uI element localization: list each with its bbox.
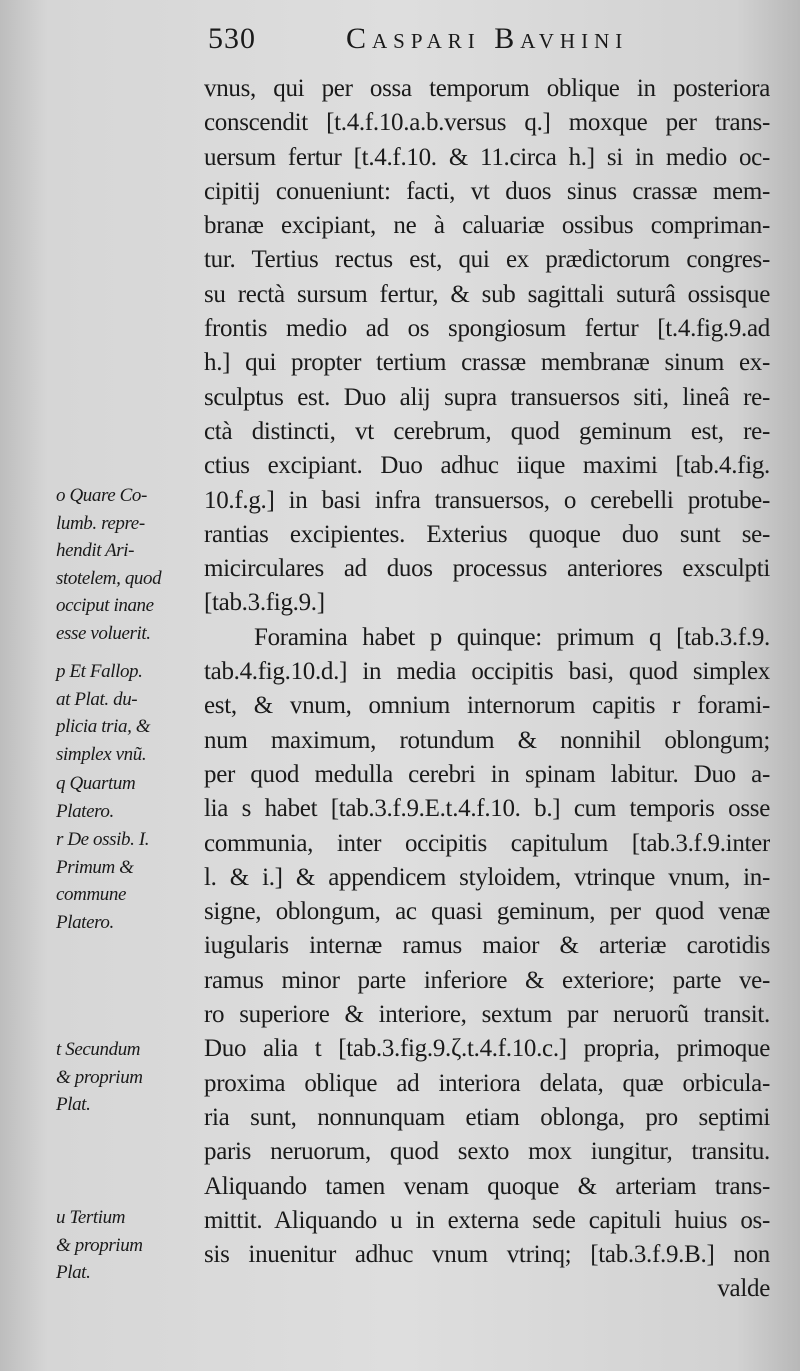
margin-note-line: hendit Ari-	[56, 540, 135, 561]
text-line: Aliquando tamen venam quoque & arteriam trans-	[204, 1172, 770, 1200]
margin-note-line: r De ossib. I.	[56, 829, 150, 850]
main-text-column	[204, 72, 770, 1307]
text-line: rantias excipientes. Exterius quoque duo sunt se-	[204, 520, 770, 548]
running-title: Caspari Bavhini	[346, 22, 629, 55]
text-line: communia, inter occipitis capitulum [tab.3.f.9.inter	[204, 829, 770, 857]
text-line: tab.4.fig.10.d.] in media occipitis basi, quod simplex	[204, 658, 770, 686]
margin-note-line: plicia tria, &	[56, 716, 151, 737]
margin-note-line: occiput inane	[56, 595, 154, 616]
margin-note-line: Plat.	[56, 1262, 91, 1283]
text-line: ctius excipiant. Duo adhuc iique maximi [tab.4.fig.	[204, 452, 770, 480]
text-line: per quod medulla cerebri in spinam labitur. Duo a-	[204, 760, 770, 788]
margin-note-line: commune	[56, 884, 127, 905]
text-line: Foramina habet p quinque: primum q [tab.3.f.9.	[254, 623, 770, 651]
margin-note-line: esse voluerit.	[56, 622, 151, 644]
text-line: lia s habet [tab.3.f.9.E.t.4.f.10. b.] cum temporis osse	[204, 795, 770, 823]
margin-note	[56, 770, 206, 825]
margin-note-line: Primum &	[56, 856, 134, 878]
text-line: 10.f.g.] in basi infra transuersos, o cerebelli protube-	[204, 486, 770, 514]
text-line: conscendit [t.4.f.10.a.b.versus q.] moxque per trans-	[204, 109, 770, 137]
margin-note	[56, 482, 206, 647]
text-line: tur. Tertius rectus est, qui ex prædictorum congres-	[204, 246, 770, 274]
text-line: [tab.3.fig.9.]	[204, 589, 325, 617]
text-line: est, & vnum, omnium internorum capitis r forami-	[204, 692, 770, 720]
margin-note	[56, 1036, 206, 1119]
text-line: cipitij conueniunt: facti, vt duos sinus crassæ mem-	[204, 177, 770, 205]
margin-note-line: at Plat. du-	[56, 688, 138, 710]
text-line: paris neruorum, quod sexto mox iungitur, transitu.	[204, 1138, 770, 1166]
text-line: ria sunt, nonnunquam etiam oblonga, pro septimi	[204, 1103, 770, 1131]
margin-note-line: & proprium	[56, 1234, 143, 1256]
text-line: ro superiore & interiore, sextum par neruorũ transit.	[204, 1001, 770, 1029]
text-line: ramus minor parte inferiore & exteriore; parte ve-	[204, 966, 770, 994]
margin-note-line: stotelem, quod	[56, 567, 162, 589]
margin-note	[56, 658, 206, 768]
margin-note-line: o Quare Co-	[56, 485, 147, 506]
margin-note-line: & proprium	[56, 1066, 143, 1088]
margin-note-line: t Secundum	[56, 1039, 141, 1060]
text-line: sis inuenitur adhuc vnum vtrinq; [tab.3.f.9.B.] non	[204, 1241, 770, 1269]
margin-note-line: lumb. repre-	[56, 512, 145, 534]
text-line: micirculares ad duos processus anteriores exsculpti	[204, 555, 770, 583]
text-line: num maximum, rotundum & nonnihil oblongum;	[204, 726, 770, 754]
margin-note-line: simplex vnũ.	[56, 743, 147, 765]
margin-note	[56, 826, 206, 936]
text-line: iugularis internæ ramus maior & arteriæ carotidis	[204, 932, 770, 960]
text-line: sculptus est. Duo alij supra transuersos siti, lineâ re-	[204, 383, 770, 411]
text-line: signe, oblongum, ac quasi geminum, per quod venæ	[204, 898, 770, 926]
text-line: uersum fertur [t.4.f.10. & 11.circa h.] si in medio oc-	[204, 143, 770, 171]
text-line: proxima oblique ad interiora delata, quæ orbicula-	[204, 1069, 770, 1097]
text-line: mittit. Aliquando u in externa sede capituli huius os-	[204, 1206, 770, 1234]
margin-note-line: Plat.	[56, 1094, 91, 1115]
text-line: l. & i.] & appendicem styloidem, vtrinque vnum, in-	[204, 863, 770, 891]
text-line: Duo alia t [tab.3.fig.9.ζ.t.4.f.10.c.] propria, primoque	[204, 1035, 770, 1063]
page-header	[208, 18, 788, 58]
text-line: ctà distincti, vt cerebrum, quod geminum est, re-	[204, 417, 770, 445]
margin-note-line: Platero.	[56, 911, 114, 933]
margin-note-line: q Quartum	[56, 773, 136, 794]
margin-note-line: Platero.	[56, 800, 114, 822]
page-number: 530	[208, 22, 256, 55]
text-line: su rectà sursum fertur, & sub sagittali suturâ ossisque	[204, 280, 770, 308]
text-line: frontis medio ad os spongiosum fertur [t.4.fig.9.ad	[204, 315, 770, 343]
catchword: valde	[717, 1275, 770, 1303]
margin-note	[56, 1204, 206, 1287]
text-line: h.] qui propter tertium crassæ membranæ sinum ex-	[204, 349, 770, 377]
margin-note-line: p Et Fallop.	[56, 661, 143, 682]
text-line: branæ excipiant, ne à caluariæ ossibus compriman-	[204, 212, 770, 240]
text-line: vnus, qui per ossa temporum oblique in posteriora	[204, 75, 770, 102]
margin-notes	[56, 0, 206, 1371]
margin-note-line: u Tertium	[56, 1207, 126, 1228]
